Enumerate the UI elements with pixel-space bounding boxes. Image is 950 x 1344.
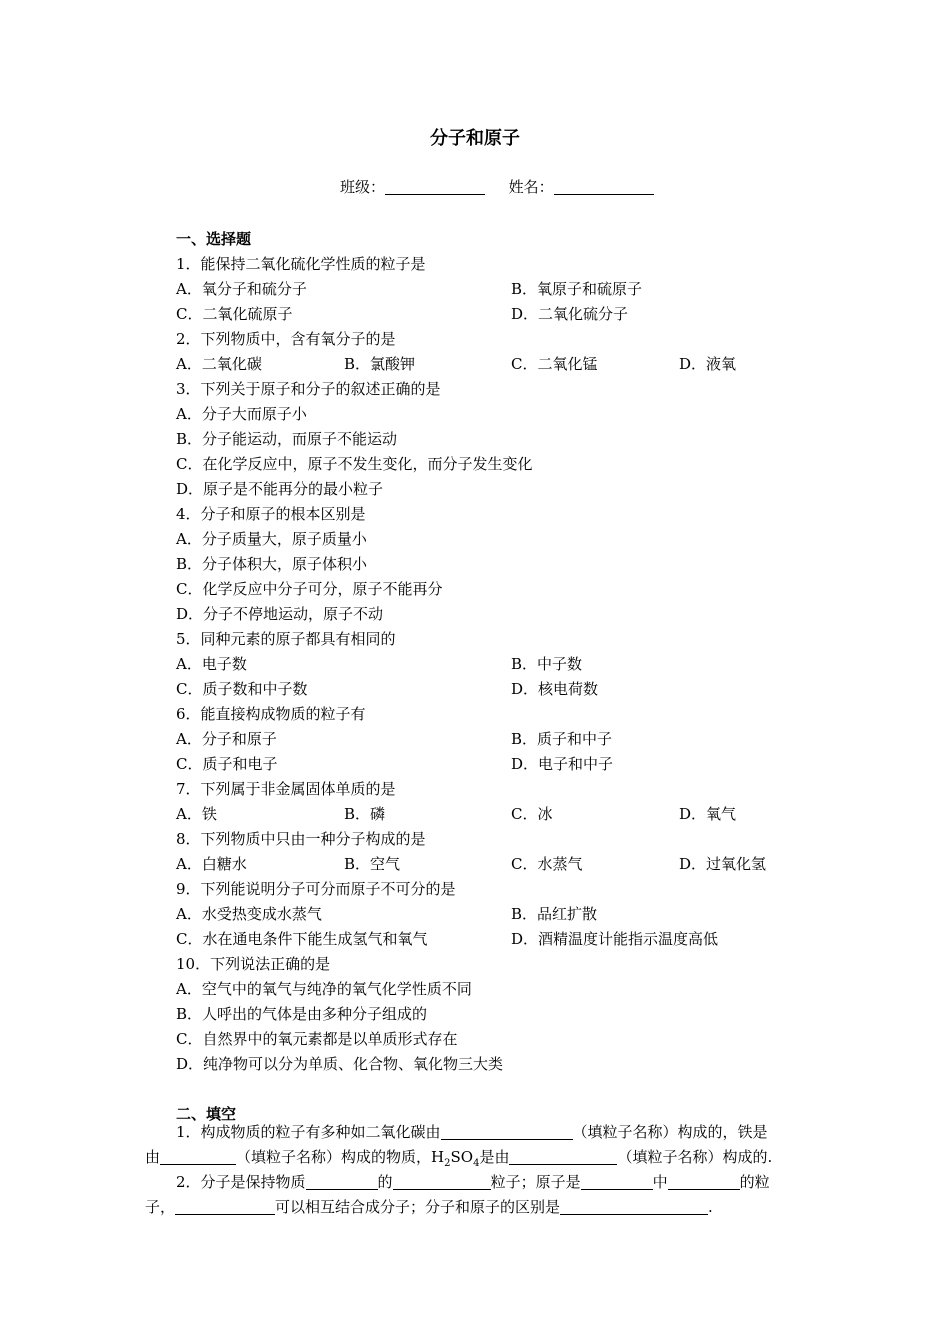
option: A．分子和原子 [176,730,277,748]
fill-question-2-line-1 [145,1170,809,1195]
option: A．电子数 [176,655,247,673]
fill-text: 2．分子是保持物质 [176,1173,306,1191]
fill-blank[interactable] [441,1124,573,1140]
fill-section [145,1120,809,1220]
class-label: 班级： [340,178,386,196]
option: D．氧气 [679,805,737,823]
option: A．二氧化碳 [176,355,262,373]
fill-blank[interactable] [175,1199,275,1215]
option: B．磷 [344,805,386,823]
option: D．二氧化硫分子 [511,305,629,323]
fill-text: 1．构成物质的粒子有多种如二氧化碳由 [176,1123,441,1141]
option-row [176,802,816,827]
option: C．质子和电子 [176,755,278,773]
option: A．分子质量大，原子质量小 [176,530,367,548]
option: C．水在通电条件下能生成氢气和氧气 [176,930,428,948]
choice-section [176,227,816,1127]
fill-text: （填粒子名称）构成的，铁是 [572,1123,768,1141]
fill-text: SO [450,1148,474,1166]
question-stem: 10．下列说法正确的是 [176,955,331,973]
fill-text: 子， [145,1198,176,1216]
option: C．水蒸气 [511,855,583,873]
fill-blank[interactable] [393,1174,491,1190]
option: C．二氧化锰 [511,355,598,373]
option: D．过氧化氢 [679,855,767,873]
option-row [176,927,816,952]
question-stem: 7．下列属于非金属固体单质的是 [176,780,396,798]
option: A．白糖水 [176,855,247,873]
fill-text: 中 [652,1173,668,1191]
option: B．氧原子和硫原子 [511,280,643,298]
option: C．化学反应中分子可分，原子不能再分 [176,580,443,598]
option-row [176,727,816,752]
fill-blank[interactable] [581,1174,653,1190]
option: B．空气 [344,855,401,873]
fill-text: 由 [145,1148,161,1166]
option-row [176,752,816,777]
option: A．铁 [176,805,217,823]
option: A．水受热变成水蒸气 [176,905,322,923]
section-heading: 二、填空 [176,1105,237,1123]
option: C．二氧化硫原子 [176,305,293,323]
option: D．液氧 [679,355,737,373]
question-stem: 6．能直接构成物质的粒子有 [176,705,366,723]
name-label: 姓名： [508,178,554,196]
fill-text: （填粒子名称）构成的. [617,1148,773,1166]
fill-text: 的粒 [739,1173,770,1191]
fill-blank[interactable] [560,1199,708,1215]
section-heading: 一、选择题 [176,230,252,248]
question-stem: 1．能保持二氧化硫化学性质的粒子是 [176,255,426,273]
option-row [176,302,816,327]
option: B．人呼出的气体是由多种分子组成的 [176,1005,428,1023]
option-row [176,852,816,877]
option-row [176,902,816,927]
fill-blank[interactable] [306,1174,378,1190]
class-blank[interactable] [385,179,485,195]
fill-question-1-line-1 [145,1120,809,1145]
option: C．自然界中的氧元素都是以单质形式存在 [176,1030,458,1048]
fill-text: . [708,1198,713,1216]
fill-question-1-line-2 [145,1145,809,1170]
fill-text: 是由 [479,1148,510,1166]
fill-text: （填粒子名称）构成的物质，H [236,1148,445,1166]
option: B．分子能运动，而原子不能运动 [176,430,398,448]
page-title: 分子和原子 [430,128,520,149]
fill-text: 的 [377,1173,393,1191]
option: B．氯酸钾 [344,355,416,373]
name-blank[interactable] [554,179,654,195]
question-stem: 2．下列物质中，含有氧分子的是 [176,330,396,348]
option: D．分子不停地运动，原子不动 [176,605,384,623]
option: B．品红扩散 [511,905,598,923]
option: D．电子和中子 [511,755,614,773]
option: D．原子是不能再分的最小粒子 [176,480,384,498]
option-row [176,677,816,702]
fill-question-2-line-2 [145,1195,809,1220]
fill-text: 粒子；原子是 [490,1173,581,1191]
option: B．质子和中子 [511,730,613,748]
option-row [176,277,816,302]
option: C．质子数和中子数 [176,680,308,698]
option: A．氧分子和硫分子 [176,280,307,298]
question-stem: 9．下列能说明分子可分而原子不可分的是 [176,880,456,898]
option: B．分子体积大，原子体积小 [176,555,368,573]
fill-text: 可以相互结合成分子；分子和原子的区别是 [275,1198,561,1216]
option: A．空气中的氧气与纯净的氧气化学性质不同 [176,980,472,998]
question-stem: 8．下列物质中只由一种分子构成的是 [176,830,426,848]
option: D．酒精温度计能指示温度高低 [511,930,719,948]
option: C．冰 [511,805,553,823]
option: A．分子大而原子小 [176,405,307,423]
subscript: 2 [444,1158,451,1169]
question-stem: 5．同种元素的原子都具有相同的 [176,630,396,648]
option: D．核电荷数 [511,680,599,698]
question-stem: 3．下列关于原子和分子的叙述正确的是 [176,380,441,398]
fill-blank[interactable] [668,1174,740,1190]
option-row [176,652,816,677]
student-info [340,176,654,197]
option: B．中子数 [511,655,583,673]
fill-blank[interactable] [509,1149,617,1165]
fill-blank[interactable] [160,1149,236,1165]
option: C．在化学反应中，原子不发生变化，而分子发生变化 [176,455,533,473]
option-row [176,352,816,377]
question-stem: 4．分子和原子的根本区别是 [176,505,366,523]
subscript: 4 [473,1158,480,1169]
option: D．纯净物可以分为单质、化合物、氧化物三大类 [176,1055,504,1073]
